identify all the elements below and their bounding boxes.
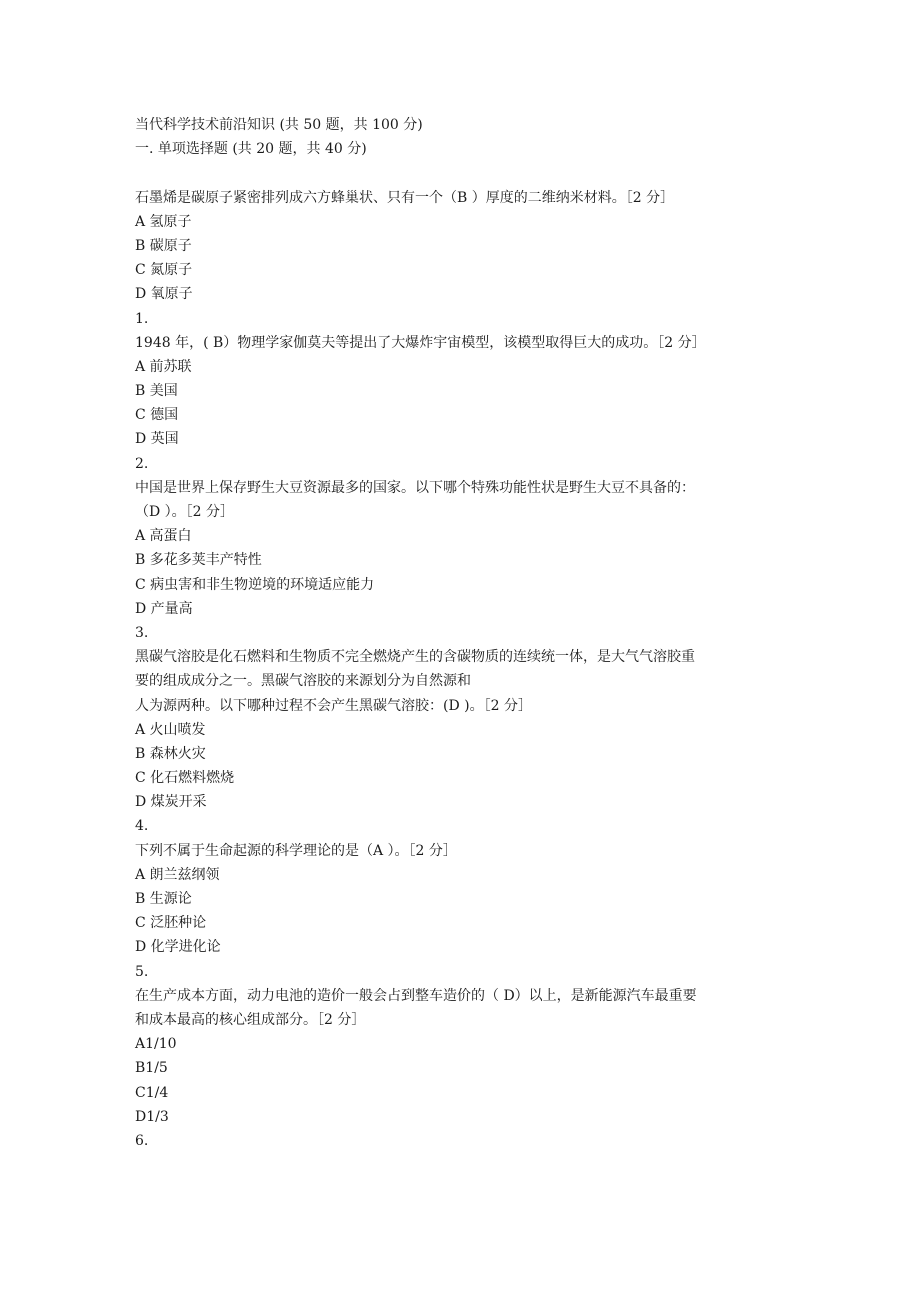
question-number: 1. (135, 310, 149, 327)
answer-option: C 泛胚种论 (135, 915, 207, 932)
section-heading: 一. 单项选择题 (共 20 题，共 40 分) (135, 141, 367, 158)
question-text: 下列不属于生命起源的科学理论的是（A ）。［2 分］ (135, 842, 457, 859)
question-text: 石墨烯是碳原子紧密排列成六方蜂巢状、只有一个（B ）厚度的二维纳米材料。［2 分］ (135, 189, 675, 206)
answer-option: B 森林火灾 (135, 745, 206, 762)
answer-option: A 朗兰兹纲领 (135, 866, 220, 883)
answer-option: D 产量高 (135, 600, 193, 617)
answer-option: A 前苏联 (135, 358, 192, 375)
answer-option: D 英国 (135, 431, 179, 448)
question-number: 5. (135, 963, 149, 980)
question-number: 2. (135, 455, 149, 472)
question-number: 3. (135, 624, 149, 641)
question-block (135, 839, 795, 984)
answer-option: B1/5 (135, 1060, 168, 1077)
question-block (135, 645, 795, 839)
answer-option: A 高蛋白 (135, 528, 192, 545)
answer-option: D 化学进化论 (135, 939, 221, 956)
question-text: 中国是世界上保存野生大豆资源最多的国家。以下哪个特殊功能性状是野生大豆不具备的： (135, 479, 695, 496)
question-block (135, 331, 795, 476)
question-text: 黑碳气溶胶是化石燃料和生物质不完全燃烧产生的含碳物质的连续统一体，是大气气溶胶重 (135, 649, 695, 666)
document-title: 当代科学技术前沿知识 (共 50 题，共 100 分) (135, 117, 423, 133)
question-text: 1948 年，( B）物理学家伽莫夫等提出了大爆炸宇宙模型，该模型取得巨大的成功。［2 分］ (135, 334, 706, 351)
answer-option: B 生源论 (135, 891, 192, 907)
question-block (135, 476, 795, 645)
question-block (135, 186, 795, 331)
question-text: 和成本最高的核心组成部分。［2 分］ (135, 1011, 366, 1028)
answer-option: C1/4 (135, 1084, 169, 1101)
spacer (135, 161, 795, 185)
question-text: 在生产成本方面，动力电池的造价一般会占到整车造价的（ D）以上，是新能源汽车最重要 (135, 987, 697, 1004)
answer-option: B 美国 (135, 383, 178, 400)
question-block (135, 984, 795, 1153)
answer-option: B 碳原子 (135, 237, 192, 254)
answer-option: C 化石燃料燃烧 (135, 770, 235, 787)
answer-option: B 多花多荚丰产特性 (135, 552, 262, 569)
document-body (135, 113, 795, 1153)
answer-option: D 煤炭开采 (135, 794, 207, 811)
answer-option: A 氢原子 (135, 213, 192, 230)
question-number: 4. (135, 818, 149, 835)
answer-option: C 德国 (135, 407, 179, 424)
answer-option: A1/10 (135, 1036, 177, 1053)
answer-option: C 病虫害和非生物逆境的环境适应能力 (135, 576, 375, 593)
answer-option: C 氮原子 (135, 262, 193, 279)
question-list (135, 186, 795, 1154)
question-text: （D ）。［2 分］ (135, 504, 235, 520)
answer-option: A 火山喷发 (135, 721, 206, 738)
question-number: 6. (135, 1132, 149, 1149)
answer-option: D1/3 (135, 1108, 169, 1125)
answer-option: D 氧原子 (135, 286, 193, 303)
question-text: 人为源两种。以下哪种过程不会产生黑碳气溶胶：(D )。［2 分］ (135, 697, 532, 714)
question-text: 要的组成成分之一。黑碳气溶胶的来源划分为自然源和 (135, 673, 471, 690)
